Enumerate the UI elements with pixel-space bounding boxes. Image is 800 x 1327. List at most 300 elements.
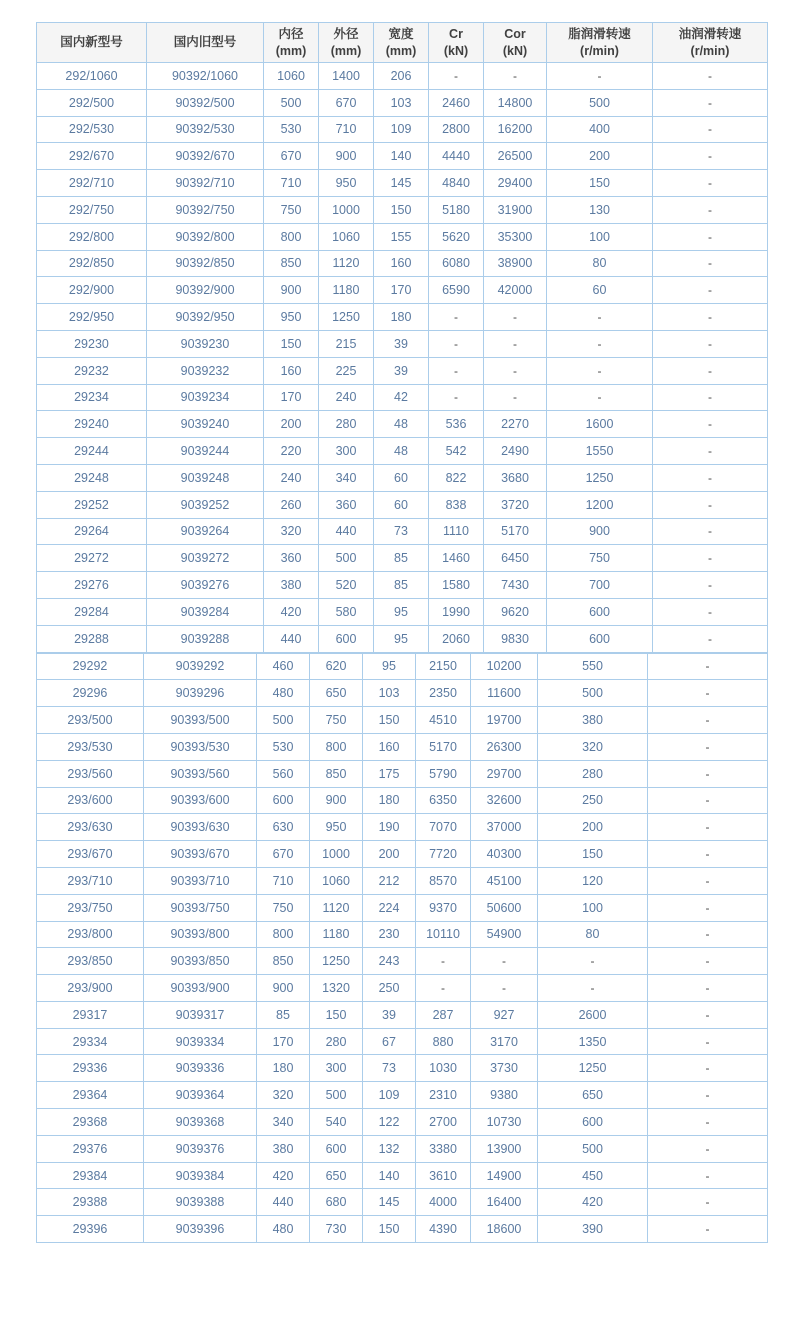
table-cell: 1060 bbox=[310, 867, 363, 894]
table-cell: 1250 bbox=[547, 464, 653, 491]
table-row bbox=[37, 518, 768, 545]
table-cell: 37000 bbox=[471, 814, 538, 841]
table-cell: 900 bbox=[547, 518, 653, 545]
table-cell: 10200 bbox=[471, 653, 538, 680]
table-cell: 280 bbox=[538, 760, 648, 787]
table-cell: 850 bbox=[264, 250, 319, 277]
table-cell: - bbox=[653, 196, 768, 223]
col-header-label: 国内新型号 bbox=[60, 35, 123, 50]
table-cell: 292/1060 bbox=[37, 63, 147, 90]
table-cell: 206 bbox=[374, 63, 429, 90]
table-cell: - bbox=[648, 1216, 768, 1243]
table-cell: 29292 bbox=[37, 653, 144, 680]
table-cell: - bbox=[547, 63, 653, 90]
table-cell: 29336 bbox=[37, 1055, 144, 1082]
table-cell: 140 bbox=[363, 1162, 416, 1189]
table-cell: - bbox=[648, 867, 768, 894]
table-cell: 293/900 bbox=[37, 975, 144, 1002]
table-cell: - bbox=[648, 894, 768, 921]
table-cell: 2700 bbox=[416, 1109, 471, 1136]
table-cell: 850 bbox=[310, 760, 363, 787]
col-header-label: 内径 bbox=[278, 26, 304, 41]
table-cell: 6450 bbox=[484, 545, 547, 572]
table-cell: 1580 bbox=[429, 572, 484, 599]
table-cell: 3680 bbox=[484, 464, 547, 491]
table-row bbox=[37, 572, 768, 599]
table-cell: - bbox=[484, 330, 547, 357]
table-cell: 650 bbox=[310, 1162, 363, 1189]
table-cell: 90392/710 bbox=[147, 170, 264, 197]
table-cell: 85 bbox=[374, 572, 429, 599]
table-cell: - bbox=[538, 948, 648, 975]
table-cell: 2460 bbox=[429, 89, 484, 116]
table-cell: - bbox=[648, 707, 768, 734]
table-cell: 630 bbox=[257, 814, 310, 841]
table-cell: 380 bbox=[257, 1135, 310, 1162]
table-cell: 160 bbox=[374, 250, 429, 277]
table-cell: 293/710 bbox=[37, 867, 144, 894]
table-cell: 1550 bbox=[547, 438, 653, 465]
table-cell: 40300 bbox=[471, 841, 538, 868]
table-cell: 9039272 bbox=[147, 545, 264, 572]
table-cell: - bbox=[547, 330, 653, 357]
table-cell: 480 bbox=[257, 680, 310, 707]
table-cell: 520 bbox=[319, 572, 374, 599]
table-cell: 18600 bbox=[471, 1216, 538, 1243]
table-cell: - bbox=[648, 1189, 768, 1216]
table-cell: 380 bbox=[538, 707, 648, 734]
table-cell: 48 bbox=[374, 411, 429, 438]
table-cell: 85 bbox=[257, 1001, 310, 1028]
table-cell: 2350 bbox=[416, 680, 471, 707]
table-cell: 1250 bbox=[319, 304, 374, 331]
table-cell: 542 bbox=[429, 438, 484, 465]
table-row bbox=[37, 1216, 768, 1243]
table-cell: 822 bbox=[429, 464, 484, 491]
table-row bbox=[37, 143, 768, 170]
table-cell: 29244 bbox=[37, 438, 147, 465]
spec-table-lower bbox=[36, 653, 768, 1244]
table-body-upper bbox=[37, 63, 768, 653]
table-cell: 3380 bbox=[416, 1135, 471, 1162]
table-row bbox=[37, 948, 768, 975]
table-row bbox=[37, 814, 768, 841]
table-cell: 530 bbox=[264, 116, 319, 143]
table-cell: 3170 bbox=[471, 1028, 538, 1055]
table-cell: 400 bbox=[547, 116, 653, 143]
table-cell: 90393/500 bbox=[144, 707, 257, 734]
table-cell: - bbox=[648, 1028, 768, 1055]
table-cell: 90392/950 bbox=[147, 304, 264, 331]
table-cell: 60 bbox=[374, 491, 429, 518]
table-row bbox=[37, 1162, 768, 1189]
table-row bbox=[37, 975, 768, 1002]
table-cell: 710 bbox=[257, 867, 310, 894]
table-cell: 90392/850 bbox=[147, 250, 264, 277]
table-cell: 67 bbox=[363, 1028, 416, 1055]
spec-table-upper bbox=[36, 22, 768, 653]
table-cell: - bbox=[653, 170, 768, 197]
table-header bbox=[37, 23, 768, 63]
table-cell: 9039384 bbox=[144, 1162, 257, 1189]
table-cell: 39 bbox=[374, 330, 429, 357]
table-cell: 90393/850 bbox=[144, 948, 257, 975]
table-cell: 360 bbox=[264, 545, 319, 572]
table-cell: 29232 bbox=[37, 357, 147, 384]
table-cell: 29252 bbox=[37, 491, 147, 518]
table-cell: 838 bbox=[429, 491, 484, 518]
table-cell: 600 bbox=[257, 787, 310, 814]
table-row bbox=[37, 357, 768, 384]
table-cell: - bbox=[648, 653, 768, 680]
table-cell: - bbox=[653, 116, 768, 143]
table-row bbox=[37, 1135, 768, 1162]
table-cell: 180 bbox=[374, 304, 429, 331]
table-cell: 287 bbox=[416, 1001, 471, 1028]
table-cell: 90393/710 bbox=[144, 867, 257, 894]
table-cell: 240 bbox=[264, 464, 319, 491]
table-cell: 60 bbox=[374, 464, 429, 491]
col-header-old-model bbox=[147, 23, 264, 63]
table-cell: 9039336 bbox=[144, 1055, 257, 1082]
table-cell: 9039388 bbox=[144, 1189, 257, 1216]
table-cell: 240 bbox=[319, 384, 374, 411]
table-cell: 293/850 bbox=[37, 948, 144, 975]
table-cell: 225 bbox=[319, 357, 374, 384]
table-cell: 1400 bbox=[319, 63, 374, 90]
table-cell: 9039264 bbox=[147, 518, 264, 545]
table-row bbox=[37, 63, 768, 90]
table-cell: 31900 bbox=[484, 196, 547, 223]
table-cell: 540 bbox=[310, 1109, 363, 1136]
table-cell: - bbox=[653, 143, 768, 170]
table-cell: 292/750 bbox=[37, 196, 147, 223]
table-cell: 19700 bbox=[471, 707, 538, 734]
table-cell: 1120 bbox=[319, 250, 374, 277]
table-cell: 500 bbox=[264, 89, 319, 116]
table-cell: 600 bbox=[538, 1109, 648, 1136]
table-cell: - bbox=[653, 277, 768, 304]
table-cell: 880 bbox=[416, 1028, 471, 1055]
table-cell: 300 bbox=[319, 438, 374, 465]
table-cell: - bbox=[429, 63, 484, 90]
table-cell: 1250 bbox=[310, 948, 363, 975]
table-cell: 150 bbox=[310, 1001, 363, 1028]
col-header-unit: (mm) bbox=[385, 43, 417, 58]
table-cell: - bbox=[429, 330, 484, 357]
table-cell: 1320 bbox=[310, 975, 363, 1002]
table-cell: 670 bbox=[264, 143, 319, 170]
table-cell: 150 bbox=[363, 707, 416, 734]
table-cell: 3730 bbox=[471, 1055, 538, 1082]
col-header-unit: (mm) bbox=[330, 43, 362, 58]
col-header-label: Cor bbox=[504, 26, 526, 41]
table-cell: - bbox=[653, 491, 768, 518]
table-cell: 550 bbox=[538, 653, 648, 680]
table-cell: 100 bbox=[538, 894, 648, 921]
table-cell: 90392/530 bbox=[147, 116, 264, 143]
col-header-label: 油润滑转速 bbox=[678, 26, 742, 41]
table-cell: 1600 bbox=[547, 411, 653, 438]
table-cell: 800 bbox=[264, 223, 319, 250]
table-cell: 650 bbox=[310, 680, 363, 707]
table-cell: 29334 bbox=[37, 1028, 144, 1055]
table-cell: 6590 bbox=[429, 277, 484, 304]
table-cell: 29388 bbox=[37, 1189, 144, 1216]
table-cell: 9039288 bbox=[147, 625, 264, 652]
table-cell: - bbox=[653, 464, 768, 491]
table-cell: 1200 bbox=[547, 491, 653, 518]
table-cell: 420 bbox=[264, 598, 319, 625]
table-cell: 35300 bbox=[484, 223, 547, 250]
table-cell: 10110 bbox=[416, 921, 471, 948]
table-row bbox=[37, 1082, 768, 1109]
table-row bbox=[37, 680, 768, 707]
table-cell: 450 bbox=[538, 1162, 648, 1189]
col-header-label: 外径 bbox=[333, 26, 359, 41]
table-cell: 710 bbox=[264, 170, 319, 197]
table-cell: 1460 bbox=[429, 545, 484, 572]
table-cell: 38900 bbox=[484, 250, 547, 277]
table-cell: 150 bbox=[363, 1216, 416, 1243]
table-cell: 215 bbox=[319, 330, 374, 357]
table-cell: 42 bbox=[374, 384, 429, 411]
table-cell: 170 bbox=[257, 1028, 310, 1055]
table-cell: 1350 bbox=[538, 1028, 648, 1055]
table-cell: 360 bbox=[319, 491, 374, 518]
table-cell: 300 bbox=[310, 1055, 363, 1082]
table-cell: 250 bbox=[538, 787, 648, 814]
table-cell: 109 bbox=[363, 1082, 416, 1109]
table-cell: 9039292 bbox=[144, 653, 257, 680]
table-cell: - bbox=[653, 357, 768, 384]
table-row bbox=[37, 1001, 768, 1028]
table-cell: 710 bbox=[319, 116, 374, 143]
table-cell: - bbox=[648, 841, 768, 868]
table-cell: 150 bbox=[538, 841, 648, 868]
table-cell: - bbox=[653, 518, 768, 545]
table-cell: 536 bbox=[429, 411, 484, 438]
table-cell: 29364 bbox=[37, 1082, 144, 1109]
table-cell: 292/500 bbox=[37, 89, 147, 116]
table-cell: 440 bbox=[319, 518, 374, 545]
table-cell: 420 bbox=[538, 1189, 648, 1216]
table-row bbox=[37, 89, 768, 116]
table-cell: 90392/900 bbox=[147, 277, 264, 304]
table-cell: 9039240 bbox=[147, 411, 264, 438]
table-cell: - bbox=[653, 625, 768, 652]
table-cell: 170 bbox=[374, 277, 429, 304]
table-row bbox=[37, 1028, 768, 1055]
table-cell: 29317 bbox=[37, 1001, 144, 1028]
table-cell: 9039317 bbox=[144, 1001, 257, 1028]
table-cell: 650 bbox=[538, 1082, 648, 1109]
table-cell: 320 bbox=[538, 733, 648, 760]
table-cell: 900 bbox=[310, 787, 363, 814]
table-cell: - bbox=[648, 814, 768, 841]
table-cell: 4440 bbox=[429, 143, 484, 170]
col-header-unit: (kN) bbox=[502, 43, 528, 58]
table-cell: 5170 bbox=[484, 518, 547, 545]
table-cell: - bbox=[653, 304, 768, 331]
table-cell: 4390 bbox=[416, 1216, 471, 1243]
table-cell: 320 bbox=[264, 518, 319, 545]
table-cell: 29240 bbox=[37, 411, 147, 438]
table-cell: - bbox=[648, 1082, 768, 1109]
table-cell: - bbox=[653, 223, 768, 250]
col-header-grease-speed bbox=[547, 23, 653, 63]
table-cell: 9620 bbox=[484, 598, 547, 625]
table-row bbox=[37, 250, 768, 277]
table-cell: 900 bbox=[264, 277, 319, 304]
table-cell: 670 bbox=[257, 841, 310, 868]
table-cell: - bbox=[471, 948, 538, 975]
col-header-new-model bbox=[37, 23, 147, 63]
table-cell: 280 bbox=[319, 411, 374, 438]
table-cell: 145 bbox=[374, 170, 429, 197]
table-cell: 9039396 bbox=[144, 1216, 257, 1243]
table-cell: 29284 bbox=[37, 598, 147, 625]
table-row bbox=[37, 196, 768, 223]
table-row bbox=[37, 598, 768, 625]
table-cell: 145 bbox=[363, 1189, 416, 1216]
table-cell: 2150 bbox=[416, 653, 471, 680]
table-cell: - bbox=[648, 1001, 768, 1028]
table-cell: 29248 bbox=[37, 464, 147, 491]
table-cell: - bbox=[429, 357, 484, 384]
table-cell: - bbox=[648, 921, 768, 948]
table-cell: - bbox=[429, 304, 484, 331]
table-cell: 5620 bbox=[429, 223, 484, 250]
table-cell: - bbox=[653, 89, 768, 116]
table-cell: 73 bbox=[363, 1055, 416, 1082]
table-cell: 2800 bbox=[429, 116, 484, 143]
table-cell: 9380 bbox=[471, 1082, 538, 1109]
table-cell: 9039296 bbox=[144, 680, 257, 707]
table-cell: 280 bbox=[310, 1028, 363, 1055]
table-cell: 90392/500 bbox=[147, 89, 264, 116]
table-cell: 292/530 bbox=[37, 116, 147, 143]
table-cell: 243 bbox=[363, 948, 416, 975]
table-cell: 1060 bbox=[264, 63, 319, 90]
table-cell: 29296 bbox=[37, 680, 144, 707]
table-cell: - bbox=[653, 545, 768, 572]
table-cell: 160 bbox=[264, 357, 319, 384]
table-cell: 293/530 bbox=[37, 733, 144, 760]
table-cell: 927 bbox=[471, 1001, 538, 1028]
table-cell: 500 bbox=[547, 89, 653, 116]
table-cell: 9830 bbox=[484, 625, 547, 652]
table-cell: 750 bbox=[257, 894, 310, 921]
table-cell: 11600 bbox=[471, 680, 538, 707]
table-row bbox=[37, 867, 768, 894]
table-cell: 750 bbox=[264, 196, 319, 223]
table-cell: 9039232 bbox=[147, 357, 264, 384]
table-cell: 390 bbox=[538, 1216, 648, 1243]
table-cell: 292/900 bbox=[37, 277, 147, 304]
table-cell: 670 bbox=[319, 89, 374, 116]
table-cell: 73 bbox=[374, 518, 429, 545]
table-cell: 2490 bbox=[484, 438, 547, 465]
table-cell: 160 bbox=[363, 733, 416, 760]
col-header-unit: (kN) bbox=[443, 43, 469, 58]
table-cell: 600 bbox=[319, 625, 374, 652]
table-cell: 9039230 bbox=[147, 330, 264, 357]
table-cell: 90393/530 bbox=[144, 733, 257, 760]
table-cell: 90393/600 bbox=[144, 787, 257, 814]
bearing-spec-table-wrap bbox=[36, 22, 767, 1243]
table-cell: 340 bbox=[257, 1109, 310, 1136]
table-cell: 90393/900 bbox=[144, 975, 257, 1002]
table-row bbox=[37, 894, 768, 921]
table-cell: - bbox=[484, 384, 547, 411]
table-row bbox=[37, 1109, 768, 1136]
table-cell: 39 bbox=[363, 1001, 416, 1028]
table-cell: 1180 bbox=[310, 921, 363, 948]
col-header-oil-speed bbox=[653, 23, 768, 63]
table-row bbox=[37, 707, 768, 734]
table-cell: - bbox=[648, 1055, 768, 1082]
table-cell: 5790 bbox=[416, 760, 471, 787]
table-cell: 29276 bbox=[37, 572, 147, 599]
table-cell: 9039376 bbox=[144, 1135, 257, 1162]
table-cell: 700 bbox=[547, 572, 653, 599]
table-cell: 95 bbox=[374, 598, 429, 625]
table-cell: 95 bbox=[363, 653, 416, 680]
table-row bbox=[37, 330, 768, 357]
table-cell: 29272 bbox=[37, 545, 147, 572]
table-cell: - bbox=[416, 975, 471, 1002]
table-cell: 122 bbox=[363, 1109, 416, 1136]
table-cell: - bbox=[653, 598, 768, 625]
col-header-static-load-cor bbox=[484, 23, 547, 63]
table-cell: - bbox=[547, 304, 653, 331]
table-cell: 220 bbox=[264, 438, 319, 465]
table-cell: 6080 bbox=[429, 250, 484, 277]
table-cell: 440 bbox=[257, 1189, 310, 1216]
table-cell: 109 bbox=[374, 116, 429, 143]
table-cell: 293/670 bbox=[37, 841, 144, 868]
col-header-width bbox=[374, 23, 429, 63]
table-cell: 175 bbox=[363, 760, 416, 787]
table-cell: 103 bbox=[363, 680, 416, 707]
table-cell: 500 bbox=[319, 545, 374, 572]
table-row bbox=[37, 464, 768, 491]
table-cell: 320 bbox=[257, 1082, 310, 1109]
table-cell: 680 bbox=[310, 1189, 363, 1216]
table-cell: - bbox=[648, 733, 768, 760]
table-cell: 750 bbox=[547, 545, 653, 572]
table-cell: 600 bbox=[547, 625, 653, 652]
table-cell: 950 bbox=[310, 814, 363, 841]
table-cell: - bbox=[484, 63, 547, 90]
table-row bbox=[37, 277, 768, 304]
table-cell: 292/850 bbox=[37, 250, 147, 277]
table-cell: 750 bbox=[310, 707, 363, 734]
table-cell: 200 bbox=[538, 814, 648, 841]
table-cell: 90392/750 bbox=[147, 196, 264, 223]
table-cell: - bbox=[648, 760, 768, 787]
table-cell: 9039234 bbox=[147, 384, 264, 411]
table-cell: 155 bbox=[374, 223, 429, 250]
table-cell: 293/500 bbox=[37, 707, 144, 734]
table-row bbox=[37, 170, 768, 197]
table-cell: 54900 bbox=[471, 921, 538, 948]
table-cell: 9039334 bbox=[144, 1028, 257, 1055]
table-cell: 500 bbox=[257, 707, 310, 734]
table-cell: - bbox=[653, 384, 768, 411]
table-cell: 293/800 bbox=[37, 921, 144, 948]
